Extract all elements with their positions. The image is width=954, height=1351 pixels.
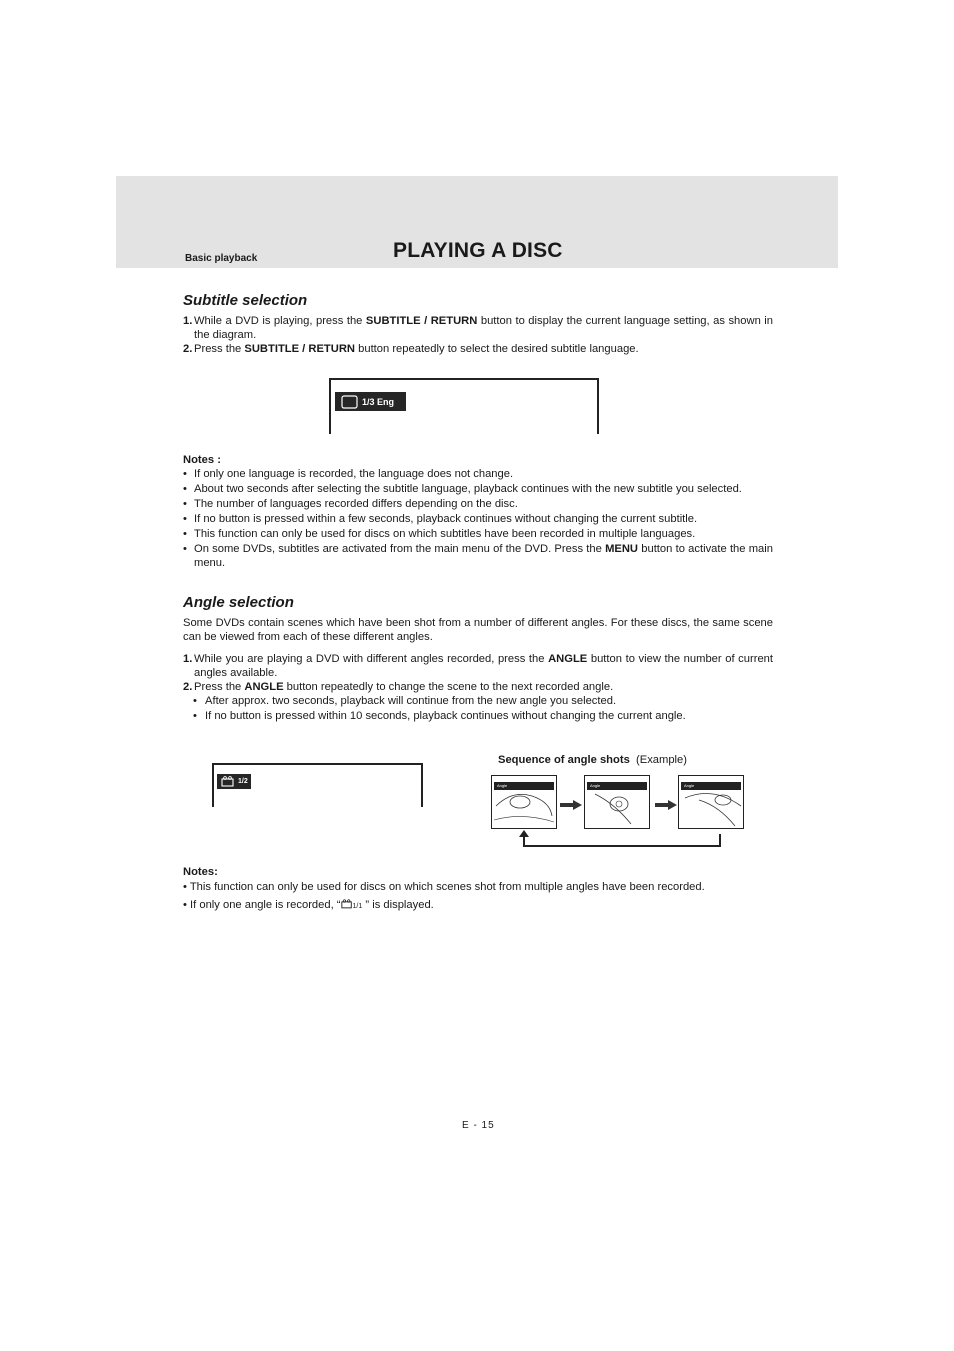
menu-key: MENU <box>605 543 639 555</box>
arrow-right-icon <box>560 797 582 815</box>
subtitle-osd <box>335 392 406 411</box>
thumb-osd-bar: Angle <box>587 782 647 790</box>
camera-icon <box>221 776 235 787</box>
angle-sub-bullets <box>193 694 773 723</box>
list-item: • About two seconds after selecting the subtitle language, playback continues with the new subtitle you selected. <box>183 483 773 497</box>
subtitle-selection-heading: Subtitle selection <box>183 292 308 309</box>
thumb-osd-bar: Angle <box>494 782 554 790</box>
list-item: • If no button is pressed within 10 seconds, playback continues without changing the current angle. <box>193 709 773 724</box>
angle-note-1: • This function can only be used for discs on which scenes shot from multiple angles have been recorded. <box>183 881 705 893</box>
subtitle-return-key: SUBTITLE / RETURN <box>365 315 478 327</box>
angle-thumbnail-2 <box>584 775 650 829</box>
loop-back-line <box>523 834 721 847</box>
arrow-up-icon <box>519 830 529 837</box>
angle-note-2: • If only one angle is recorded, “ 1/1 ” is displayed. <box>183 899 434 911</box>
step-text: While you are playing a DVD with different angles recorded, press the ANGLE button to view the number of current angles available. <box>194 653 773 679</box>
sequence-caption: Sequence of angle shots (Example) <box>498 754 687 766</box>
page-title: PLAYING A DISC <box>393 239 563 262</box>
subtitle-step-1 <box>183 315 773 342</box>
angle-key: ANGLE <box>244 681 284 693</box>
list-item: • If only one language is recorded, the language does not change. <box>183 468 773 482</box>
subtitle-osd-text: 1/3 Eng <box>362 396 395 407</box>
angle-osd <box>217 774 251 789</box>
step-number: 1. <box>183 653 193 665</box>
angle-selection-heading: Angle selection <box>183 594 294 611</box>
step-number: 2. <box>183 681 193 693</box>
step-number: 2. <box>183 343 193 355</box>
step-text: Press the ANGLE button repeatedly to change the scene to the next recorded angle. <box>194 681 614 693</box>
angle-notes-title: Notes: <box>183 866 218 878</box>
scene-illustration <box>585 776 649 828</box>
scene-illustration <box>679 776 743 828</box>
list-item: • If no button is pressed within a few seconds, playback continues without changing the current subtitle. <box>183 513 773 527</box>
angle-thumbnail-3 <box>678 775 744 829</box>
page-number: E - 15 <box>462 1120 495 1131</box>
step-text: While a DVD is playing, press the SUBTITLE / RETURN button to display the current language setting, as shown in the diagram. <box>194 315 773 341</box>
step-text: Press the SUBTITLE / RETURN button repeatedly to select the desired subtitle language. <box>194 343 639 355</box>
arrow-right-icon <box>655 797 677 815</box>
list-item: • The number of languages recorded differs depending on the disc. <box>183 498 773 512</box>
angle-step-1 <box>183 653 773 680</box>
section-label: Basic playback <box>185 253 258 264</box>
list-item: • On some DVDs, subtitles are activated from the main menu of the DVD. Press the MENU button to activate the main menu. <box>183 543 773 570</box>
step-number: 1. <box>183 315 193 327</box>
subtitle-icon <box>341 395 359 409</box>
camera-icon <box>341 899 353 909</box>
angle-key: ANGLE <box>548 653 588 665</box>
thumb-osd-bar: Angle <box>681 782 741 790</box>
subtitle-notes-list <box>183 468 773 572</box>
angle-osd-text: 1/2 <box>238 778 248 785</box>
scene-illustration <box>492 776 556 828</box>
list-item: • After approx. two seconds, playback will continue from the new angle you selected. <box>193 694 773 709</box>
list-item: • This function can only be used for discs on which subtitles have been recorded in multiple languages. <box>183 528 773 542</box>
angle-step-2 <box>183 681 773 695</box>
subtitle-return-key: SUBTITLE / RETURN <box>244 343 356 355</box>
subtitle-notes-title: Notes : <box>183 454 221 466</box>
angle-thumbnail-1 <box>491 775 557 829</box>
subtitle-step-2 <box>183 343 773 357</box>
angle-intro: Some DVDs contain scenes which have been shot from a number of different angles. For these discs, the same scene can be viewed from each of these different angles. <box>183 617 773 643</box>
